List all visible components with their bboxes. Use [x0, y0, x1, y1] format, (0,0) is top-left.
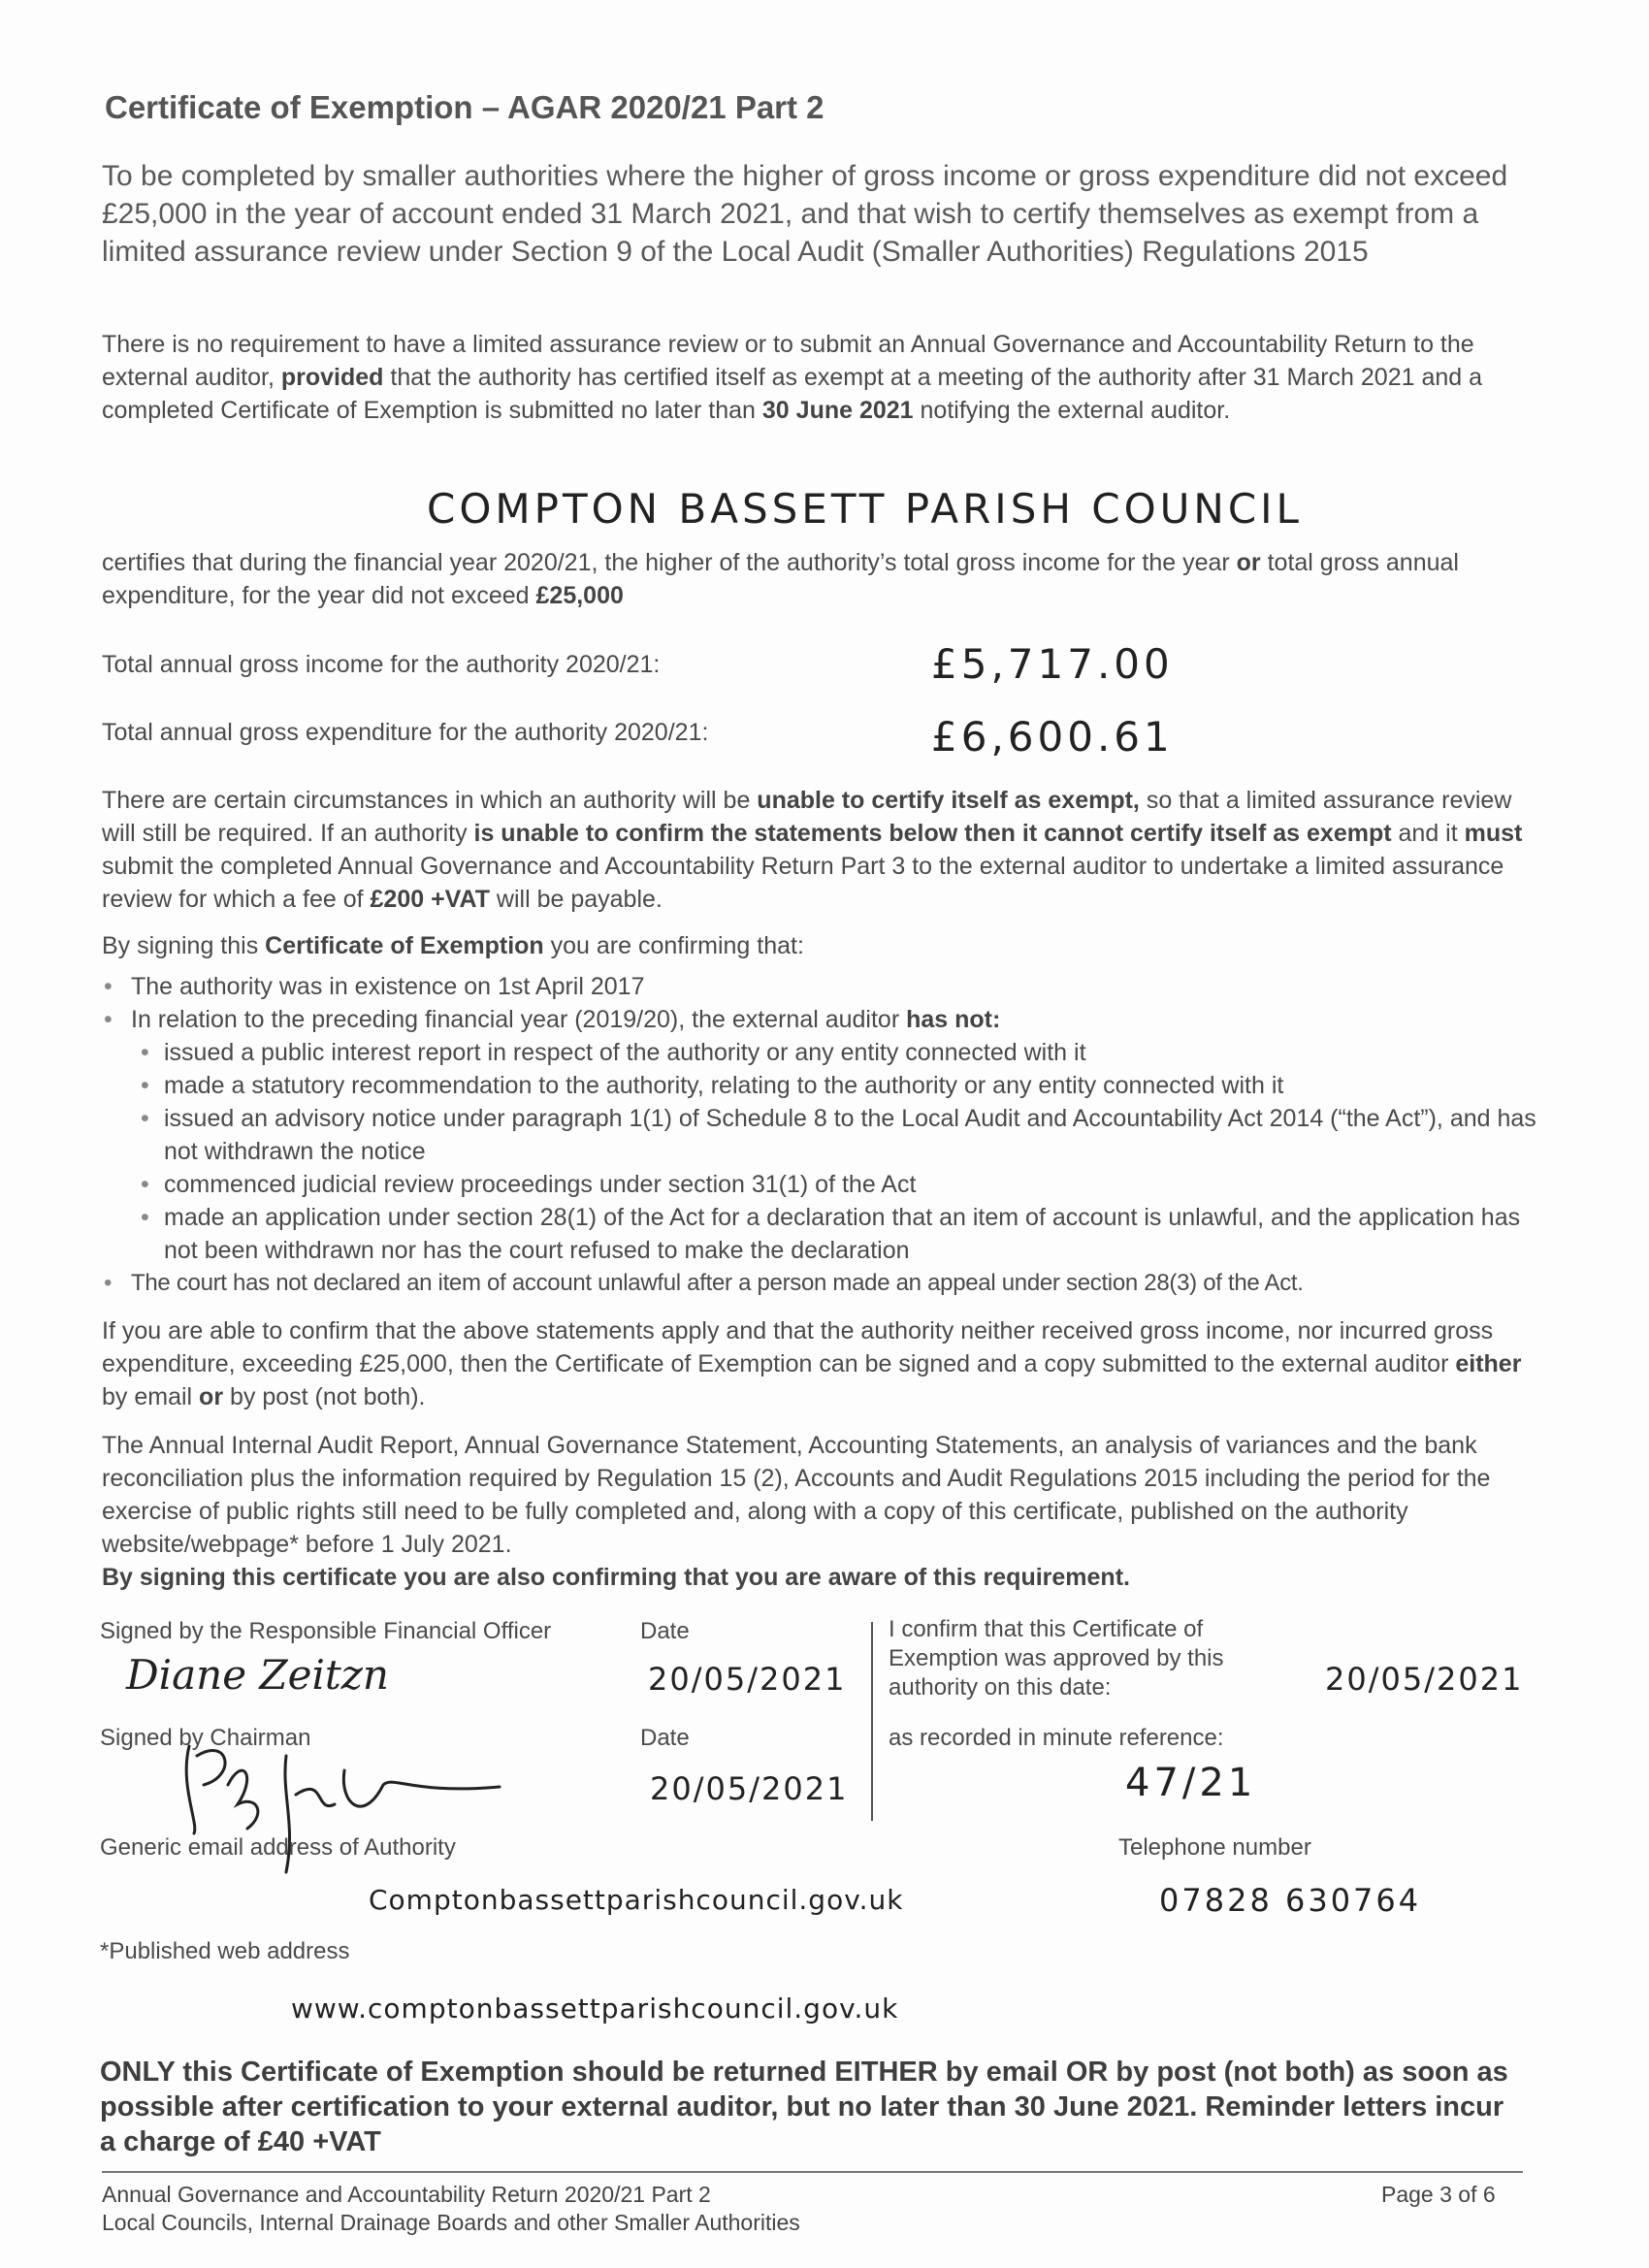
circumstances-bold-1: unable to certify itself as exempt, — [757, 787, 1140, 814]
able-bold-2: or — [199, 1383, 224, 1410]
sub-condition-item: • made an application under section 28(1) of the Act for a declaration that an item of account is unlawful, and the application has not been withdrawn nor has the court refused to make the declaration — [131, 1201, 1537, 1267]
able-bold-1: either — [1455, 1350, 1522, 1377]
chair-date: 20/05/2021 — [650, 1770, 849, 1807]
signing-bold-1: Certificate of Exemption — [265, 932, 544, 959]
income-label: Total annual gross income for the authority 2020/21: — [102, 651, 661, 678]
circumstances-text-5: will be payable. — [489, 886, 663, 913]
certifies-bold-2: £25,000 — [535, 582, 624, 609]
requirement-text-2: that the authority has certified itself as exempt at a meeting of the authority after 31 March 2021 and a completed Certificate of Exemption is submitted no later than — [102, 364, 1483, 424]
email-label: Generic email address of Authority — [100, 1834, 456, 1861]
sub-condition-item: • issued an advisory notice under paragraph 1(1) of Schedule 8 to the Local Audit and Accountability Act 2014 (“the Act”), and has not withdrawn the notice — [131, 1102, 1537, 1168]
circumstances-text-1: There are certain circumstances in which an authority will be — [102, 787, 758, 814]
circumstances-text-4: submit the completed Annual Governance and Accountability Return Part 3 to the external auditor to undertake a limited assurance review for which a fee of — [102, 853, 1504, 913]
email-value: Comptonbassettparishcouncil.gov.uk — [369, 1884, 904, 1916]
able-text-2: by email — [102, 1383, 200, 1410]
phone-value: 07828 630764 — [1159, 1882, 1422, 1919]
annual-bold: By signing this certificate you are also confirming that you are aware of this requirement. — [102, 1564, 1130, 1591]
circumstances-bold-2: is unable to confirm the statements below then it cannot certify itself as exempt — [473, 820, 1392, 847]
certifies-paragraph — [102, 546, 1528, 612]
condition-item — [102, 1003, 1537, 1267]
footer-line-1: Annual Governance and Accountability Return 2020/21 Part 2 — [102, 2182, 711, 2207]
signing-text-1: By signing this — [102, 932, 266, 959]
chair-label: Signed by Chairman — [100, 1725, 311, 1751]
sub-condition-item: • issued a public interest report in respect of the authority or any entity connected with it — [131, 1036, 1537, 1069]
circumstances-bold-3: must — [1464, 820, 1523, 847]
able-text-3: by post (not both). — [223, 1383, 426, 1410]
certifies-bold-1: or — [1236, 549, 1261, 576]
income-value: £5,717.00 — [931, 640, 1174, 688]
circumstances-bold-4: £200 +VAT — [370, 886, 490, 913]
minute-value: 47/21 — [1125, 1761, 1257, 1805]
signing-intro — [102, 929, 1528, 962]
requirement-text-1: There is no requirement to have a limited assurance review or to submit an Annual Governance and Accountability Return to the external auditor, — [102, 331, 1474, 391]
rfo-date-label: Date — [640, 1618, 690, 1644]
sub-condition-item: • commenced judicial review proceedings under section 31(1) of the Act — [131, 1168, 1537, 1201]
condition-item: • The authority was in existence on 1st April 2017 — [102, 970, 1537, 1003]
signing-text-2: you are confirming that: — [543, 932, 804, 959]
condition-bold: has not: — [906, 1006, 1001, 1033]
intro-paragraph: To be completed by smaller authorities where the higher of gross income or gross expenditure did not exceed £25,000 in the year of account ended 31 March 2021, and that wish to certify themselves as exempt from a limited assurance review under Section 9 of the Local Audit (Smaller Authorities) Regulations 2015 — [102, 160, 1508, 268]
footer-line-2: Local Councils, Internal Drainage Boards and other Smaller Authorities — [102, 2210, 800, 2235]
circumstances-text-3: and it — [1391, 820, 1465, 847]
approved-date: 20/05/2021 — [1325, 1661, 1524, 1698]
certifies-text-1: certifies that during the financial year 2020/21, the higher of the authority’s total gross income for the year — [102, 549, 1237, 576]
page-number: Page 3 of 6 — [1381, 2182, 1496, 2207]
annual-text: The Annual Internal Audit Report, Annual Governance Statement, Accounting Statements, an analysis of variances and the bank reconciliation plus the information required by Regulation 15 (2), Accounts and Audit Regulations 2015 including the period for the exercise of public rights still need to be fully completed and, along with a copy of this certificate, published on the authority website/webpage* before 1 July 2021. — [102, 1432, 1491, 1558]
requirement-bold-2: 30 June 2021 — [761, 397, 914, 424]
conditions-list — [102, 970, 1537, 1300]
rfo-signature: Diane Zeitzn — [126, 1651, 389, 1699]
able-text-1: If you are able to confirm that the above statements apply and that the authority neither received gross income, nor incurred gross expenditure, exceeding £25,000, then the Certificate of Exemption can be signed and a copy submitted to the external auditor — [102, 1317, 1494, 1377]
able-paragraph — [102, 1314, 1533, 1413]
minute-label: as recorded in minute reference: — [889, 1725, 1224, 1751]
approved-label: I confirm that this Certificate of Exemption was approved by this authority on this date: — [889, 1616, 1224, 1701]
web-label: *Published web address — [100, 1938, 350, 1964]
authority-name: COMPTON BASSETT PARISH COUNCIL — [427, 485, 1303, 533]
requirement-bold-1: provided — [280, 364, 384, 391]
chair-date-label: Date — [640, 1725, 690, 1751]
signature-divider — [871, 1622, 873, 1821]
certifies-text-2: total gross annual expenditure, for the year did not exceed — [102, 549, 1459, 609]
condition-text: In relation to the preceding financial year (2019/20), the external auditor — [131, 1006, 907, 1033]
annual-paragraph — [102, 1429, 1523, 1594]
page-title: Certificate of Exemption – AGAR 2020/21 Part 2 — [105, 89, 824, 125]
final-notice: ONLY this Certificate of Exemption should be returned EITHER by email OR by post (not both) as soon as possible after certification to your external auditor, but no later than 30 June 2021. Reminder letters incur a charge of £40 +VAT — [100, 2057, 1508, 2157]
rfo-label: Signed by the Responsible Financial Officer — [100, 1618, 552, 1644]
phone-label: Telephone number — [1118, 1834, 1311, 1861]
requirement-text-3: notifying the external auditor. — [913, 397, 1231, 424]
rfo-date: 20/05/2021 — [648, 1661, 847, 1698]
condition-item: • The court has not declared an item of account unlawful after a person made an appeal under section 28(3) of the Act. — [102, 1267, 1537, 1300]
circumstances-text-2: so that a limited assurance review will still be required. If an authority — [102, 787, 1512, 847]
requirement-paragraph — [102, 328, 1528, 427]
web-value: www.comptonbassettparishcouncil.gov.uk — [291, 1993, 899, 2025]
expenditure-label: Total annual gross expenditure for the authority 2020/21: — [102, 719, 709, 746]
sub-condition-item: • made a statutory recommendation to the authority, relating to the authority or any entity connected with it — [131, 1069, 1537, 1102]
circumstances-paragraph — [102, 784, 1533, 916]
expenditure-value: £6,600.61 — [931, 713, 1174, 761]
footer-divider — [102, 2171, 1523, 2173]
